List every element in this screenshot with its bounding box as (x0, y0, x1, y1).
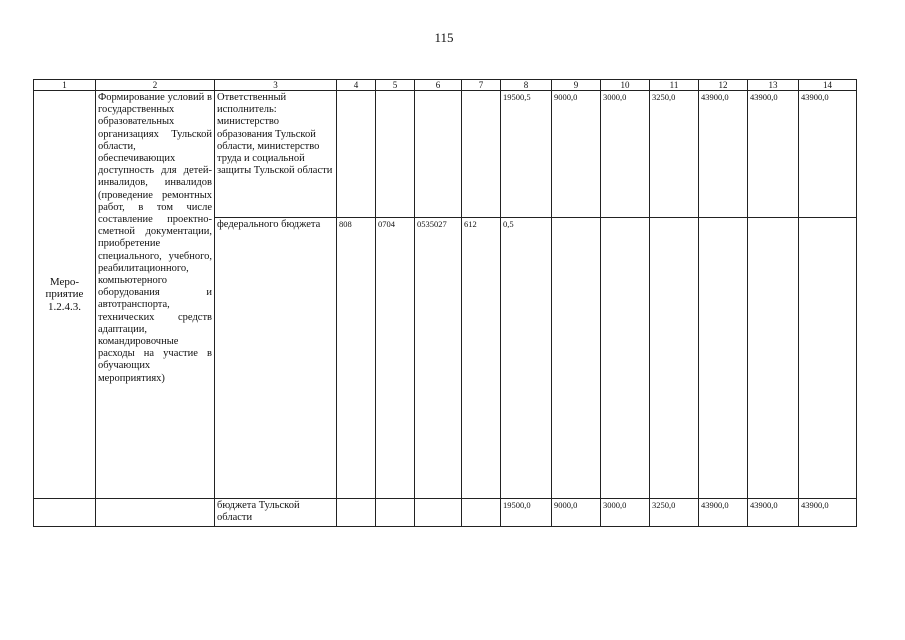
value-cell: 3250,0 (650, 91, 699, 218)
value-cell (376, 91, 415, 218)
measure-id: Меро-приятие 1.2.4.3. (34, 91, 96, 499)
column-number: 5 (376, 80, 415, 91)
value-cell (601, 218, 650, 499)
empty-cell (96, 499, 215, 527)
value-cell: 0704 (376, 218, 415, 499)
column-number: 6 (415, 80, 462, 91)
value-cell: 9000,0 (552, 499, 601, 527)
column-number: 8 (501, 80, 552, 91)
value-cell: 0,5 (501, 218, 552, 499)
value-cell (415, 91, 462, 218)
value-cell: 43900,0 (699, 499, 748, 527)
value-cell: 43900,0 (748, 91, 799, 218)
value-cell (462, 499, 501, 527)
page-number: 115 (434, 30, 454, 45)
column-number: 7 (462, 80, 501, 91)
executor-cell: Ответственный исполнитель: министерство образования Тульской области, министерство труда и социальной защиты Тульской области (215, 91, 337, 218)
column-number: 4 (337, 80, 376, 91)
value-cell (650, 218, 699, 499)
value-cell: 43900,0 (748, 499, 799, 527)
value-cell: 3000,0 (601, 499, 650, 527)
value-cell (462, 91, 501, 218)
column-number: 14 (799, 80, 857, 91)
table-row (34, 91, 857, 218)
value-cell (748, 218, 799, 499)
budget-table (33, 79, 857, 527)
value-cell: 43900,0 (799, 499, 857, 527)
value-cell: 43900,0 (799, 91, 857, 218)
value-cell (415, 499, 462, 527)
value-cell: 808 (337, 218, 376, 499)
value-cell (337, 91, 376, 218)
value-cell: 0535027 (415, 218, 462, 499)
value-cell (799, 218, 857, 499)
value-cell: 19500,5 (501, 91, 552, 218)
table-row (34, 499, 857, 527)
column-number: 12 (699, 80, 748, 91)
executor-cell: федерального бюджета (215, 218, 337, 499)
column-number: 11 (650, 80, 699, 91)
value-cell: 612 (462, 218, 501, 499)
column-number: 3 (215, 80, 337, 91)
value-cell: 9000,0 (552, 91, 601, 218)
column-number: 10 (601, 80, 650, 91)
value-cell (699, 218, 748, 499)
value-cell (337, 499, 376, 527)
value-cell: 3000,0 (601, 91, 650, 218)
executor-cell: бюджета Тульской области (215, 499, 337, 527)
column-number-row (34, 80, 857, 91)
column-number: 2 (96, 80, 215, 91)
column-number: 9 (552, 80, 601, 91)
measure-description: Формирование условий в государственных образовательных организациях Тульской области, обеспечивающих доступность для детей-инвалидов, инвалидов (проведение ремонтных работ, в том числе составление проектно-сметной документации, приобретение специального, учебного, реабилитационного, компьютерного оборудования и автотранспорта, технических средств адаптации, командировочные расходы на участие в обучающих мероприятиях) (96, 91, 215, 499)
column-number: 1 (34, 80, 96, 91)
value-cell (552, 218, 601, 499)
value-cell: 43900,0 (699, 91, 748, 218)
value-cell: 3250,0 (650, 499, 699, 527)
value-cell: 19500,0 (501, 499, 552, 527)
column-number: 13 (748, 80, 799, 91)
empty-cell (34, 499, 96, 527)
value-cell (376, 499, 415, 527)
